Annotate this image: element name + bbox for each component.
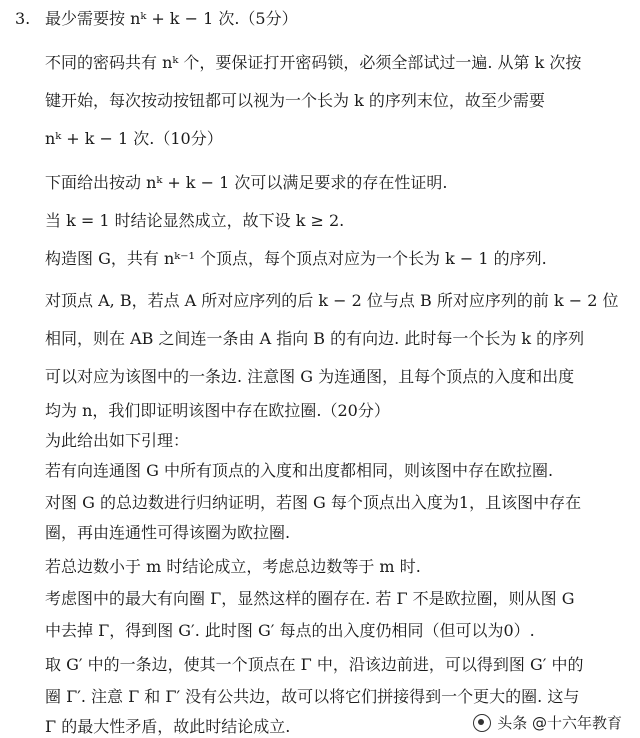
lemma-intro: 为此给出如下引理： [45, 431, 190, 450]
watermark-text: 头条 @十六年教育 [497, 714, 622, 732]
proof-line-7: 均为 n，我们即证明该图中存在欧拉圈.（20分） [45, 401, 390, 420]
lemma-proof-4: 考虑图中的最大有向圈 Γ，显然这样的圈存在. 若 Γ 不是欧拉圈，则从图 G [45, 589, 575, 608]
answer-line-1: 最少需要按 nᵏ + k − 1 次.（5分） [45, 9, 298, 28]
proof-line-2: 当 k = 1 时结论显然成立，故下设 k ≥ 2. [45, 211, 345, 230]
proof-line-4: 对顶点 A, B，若点 A 所对应序列的后 k − 2 位与点 B 所对应序列的前 k − 2 位 [45, 291, 619, 310]
answer-line-2: 不同的密码共有 nᵏ 个，要保证打开密码锁，必须全部试过一遍. 从第 k 次按 [45, 53, 582, 72]
proof-line-5: 相同，则在 AB 之间连一条由 A 指向 B 的有向边. 此时每一个长为 k 的序列 [45, 329, 585, 348]
lemma-proof-1: 对图 G 的总边数进行归纳证明，若图 G 每个顶点出入度为1，且该图中存在 [45, 493, 582, 512]
answer-line-4: nᵏ + k − 1 次.（10分） [45, 129, 223, 148]
proof-line-3: 构造图 G，共有 nᵏ⁻¹ 个顶点，每个顶点对应为一个长为 k − 1 的序列. [45, 249, 547, 268]
lemma-proof-3: 若总边数小于 m 时结论成立，考虑总边数等于 m 时. [45, 557, 421, 576]
lemma-proof-7: 圈 Γ′. 注意 Γ 和 Γ′ 没有公共边，故可以将它们拼接得到一个更大的圈. 这与 [45, 687, 580, 706]
watermark-logo-icon [473, 714, 491, 732]
lemma-proof-5: 中去掉 Γ，得到图 G′. 此时图 G′ 每点的出入度仍相同（但可以为0）. [45, 621, 535, 640]
answer-line-3: 键开始，每次按动按钮都可以视为一个长为 k 的序列末位，故至少需要 [45, 91, 545, 110]
lemma-proof-6: 取 G′ 中的一条边，使其一个顶点在 Γ 中，沿该边前进，可以得到图 G′ 中的 [45, 655, 584, 674]
problem-number: 3. [15, 9, 31, 28]
lemma-proof-2: 圈，再由连通性可得该圈为欧拉圈. [45, 523, 291, 542]
proof-line-6: 可以对应为该图中的一条边. 注意图 G 为连通图，且每个顶点的入度和出度 [45, 367, 575, 386]
watermark [469, 711, 626, 734]
lemma-statement: 若有向连通图 G 中所有顶点的入度和出度都相同，则该图中存在欧拉圈. [45, 461, 554, 480]
proof-line-1: 下面给出按动 nᵏ + k − 1 次可以满足要求的存在性证明. [45, 173, 448, 192]
lemma-proof-8: Γ 的最大性矛盾，故此时结论成立. [45, 717, 291, 736]
